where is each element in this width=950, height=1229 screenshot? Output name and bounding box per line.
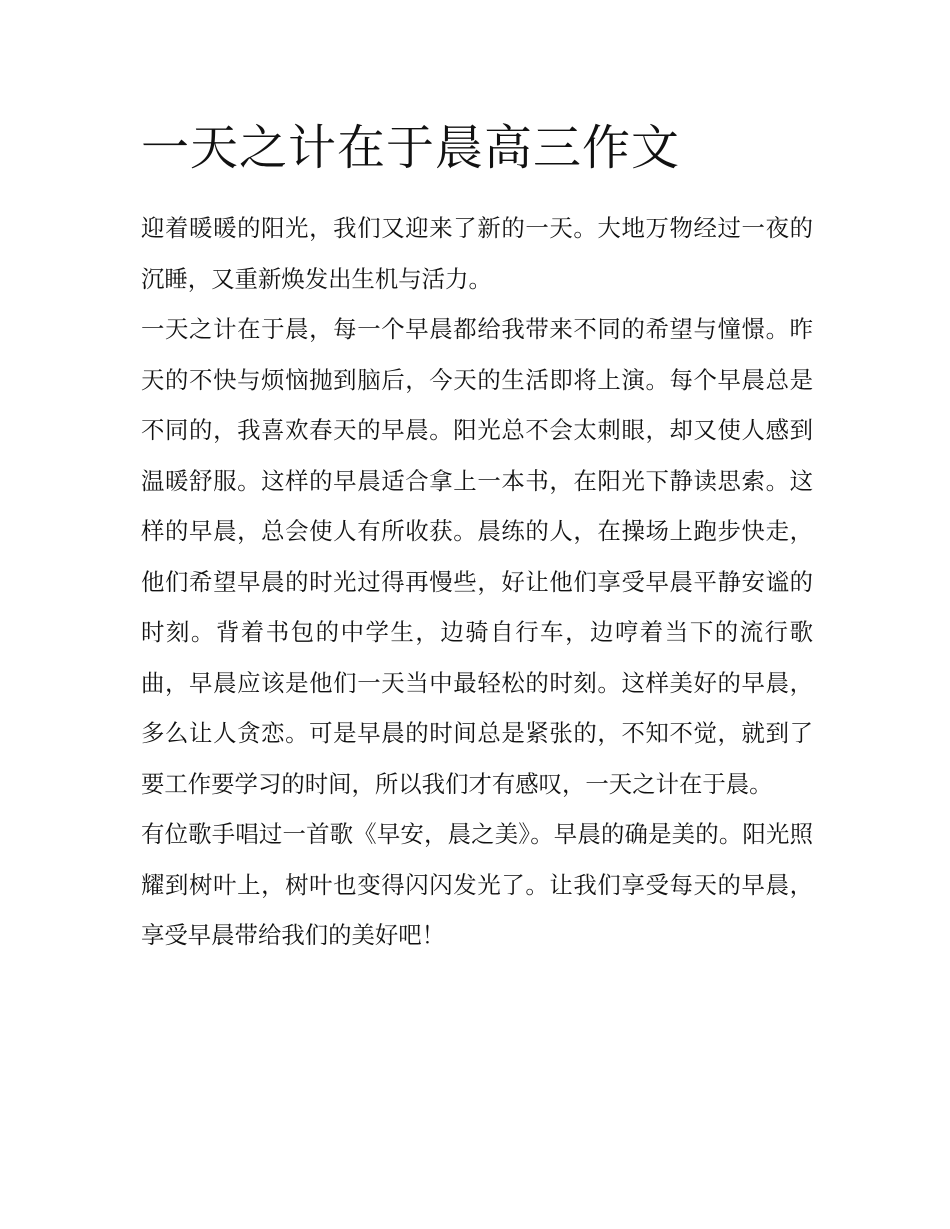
document-body (141, 203, 813, 961)
paragraph-1: 迎着暖暖的阳光，我们又迎来了新的一天。大地万物经过一夜的沉睡，又重新焕发出生机与活力。 (141, 214, 813, 293)
document-title: 一天之计在于晨高三作文 (141, 120, 681, 176)
paragraph-3: 有位歌手唱过一首歌《早安，晨之美》。早晨的确是美的。阳光照耀到树叶上，树叶也变得闪闪发光了。让我们享受每天的早晨，享受早晨带给我们的美好吧！ (141, 820, 813, 949)
paragraph-2: 一天之计在于晨，每一个早晨都给我带来不同的希望与憧憬。昨天的不快与烦恼抛到脑后，今天的生活即将上演。每个早晨总是不同的，我喜欢春天的早晨。阳光总不会太刺眼，却又使人感到温暖舒服。这样的早晨适合拿上一本书，在阳光下静读思索。这样的早晨，总会使人有所收获。晨练的人，在操场上跑步快走，他们希望早晨的时光过得再慢些，好让他们享受早晨平静安谧的时刻。背着书包的中学生，边骑自行车，边哼着当下的流行歌曲，早晨应该是他们一天当中最轻松的时刻。这样美好的早晨，多么让人贪恋。可是早晨的时间总是紧张的，不知不觉，就到了要工作要学习的时间，所以我们才有感叹，一天之计在于晨。 (141, 315, 813, 798)
document-content (141, 115, 813, 961)
